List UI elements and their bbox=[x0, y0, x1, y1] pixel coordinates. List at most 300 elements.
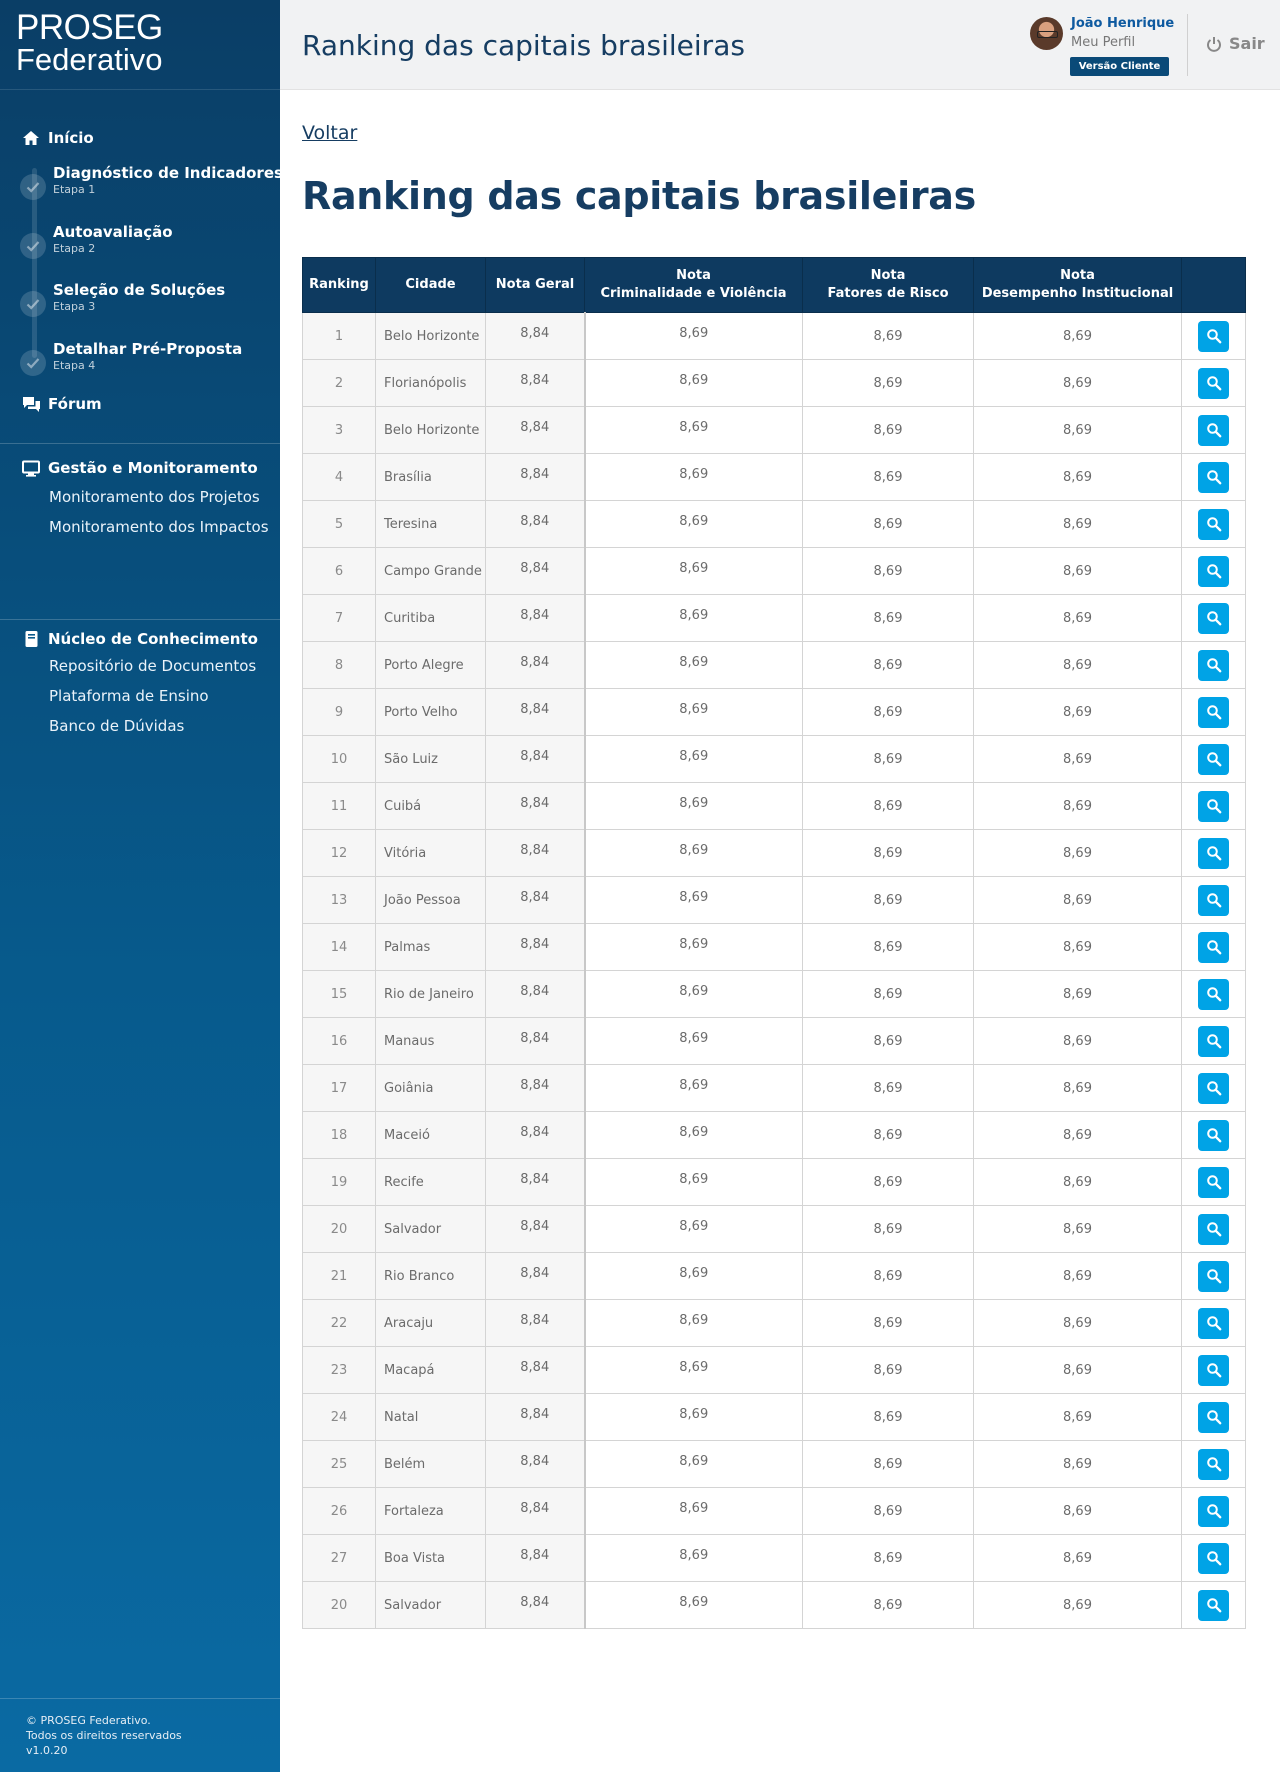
cell-action bbox=[1182, 783, 1246, 830]
avatar[interactable] bbox=[1030, 17, 1063, 50]
table-row bbox=[303, 736, 1246, 783]
cell-action bbox=[1182, 1018, 1246, 1065]
sidebar-divider bbox=[0, 619, 280, 620]
cell-nota-desempenho: 8,69 bbox=[974, 1253, 1182, 1300]
profile-link[interactable]: Meu Perfil bbox=[1071, 35, 1136, 50]
sidebar-item-nucleo[interactable] bbox=[20, 629, 258, 649]
cell-ranking: 19 bbox=[303, 1159, 376, 1206]
cell-action bbox=[1182, 877, 1246, 924]
col-header-desempenho[interactable]: Nota Desempenho Institucional bbox=[974, 258, 1182, 313]
cell-nota-geral: 8,84 bbox=[486, 1441, 585, 1488]
cell-nota-desempenho: 8,69 bbox=[974, 1065, 1182, 1112]
search-icon bbox=[1206, 1362, 1222, 1378]
cell-action bbox=[1182, 1159, 1246, 1206]
table-row bbox=[303, 1253, 1246, 1300]
cell-nota-geral: 8,84 bbox=[486, 360, 585, 407]
cell-nota-desempenho: 8,69 bbox=[974, 830, 1182, 877]
cell-action bbox=[1182, 1347, 1246, 1394]
view-details-button[interactable] bbox=[1198, 932, 1229, 963]
cell-nota-geral: 8,84 bbox=[486, 1394, 585, 1441]
view-details-button[interactable] bbox=[1198, 1214, 1229, 1245]
user-name[interactable]: João Henrique bbox=[1071, 16, 1175, 31]
step-subtitle: Etapa 3 bbox=[53, 300, 96, 313]
cell-nota-fatores-risco: 8,69 bbox=[803, 1206, 974, 1253]
col-header-actions bbox=[1182, 258, 1246, 313]
cell-cidade: Vitória bbox=[376, 830, 486, 877]
table-row bbox=[303, 313, 1246, 360]
view-details-button[interactable] bbox=[1198, 1120, 1229, 1151]
view-details-button[interactable] bbox=[1198, 462, 1229, 493]
step-subtitle: Etapa 2 bbox=[53, 242, 96, 255]
cell-action bbox=[1182, 1394, 1246, 1441]
cell-nota-fatores-risco: 8,69 bbox=[803, 971, 974, 1018]
cell-nota-criminalidade: 8,69 bbox=[585, 1394, 803, 1441]
table-row bbox=[303, 1159, 1246, 1206]
sidebar-step-1[interactable] bbox=[20, 164, 283, 200]
table-row bbox=[303, 971, 1246, 1018]
cell-nota-fatores-risco: 8,69 bbox=[803, 1535, 974, 1582]
view-details-button[interactable] bbox=[1198, 1543, 1229, 1574]
sidebar-step-2[interactable] bbox=[20, 223, 270, 259]
cell-action bbox=[1182, 1253, 1246, 1300]
logout-label: Sair bbox=[1229, 34, 1265, 53]
sidebar-item-label: Núcleo de Conhecimento bbox=[48, 630, 258, 648]
search-icon bbox=[1206, 657, 1222, 673]
cell-ranking: 24 bbox=[303, 1394, 376, 1441]
cell-nota-criminalidade: 8,69 bbox=[585, 830, 803, 877]
cell-nota-desempenho: 8,69 bbox=[974, 1535, 1182, 1582]
step-title: Seleção de Soluções bbox=[53, 281, 226, 299]
cell-nota-criminalidade: 8,69 bbox=[585, 877, 803, 924]
cell-action bbox=[1182, 454, 1246, 501]
top-header bbox=[280, 0, 1280, 90]
cell-nota-desempenho: 8,69 bbox=[974, 1347, 1182, 1394]
cell-nota-desempenho: 8,69 bbox=[974, 454, 1182, 501]
cell-ranking: 3 bbox=[303, 407, 376, 454]
view-details-button[interactable] bbox=[1198, 1073, 1229, 1104]
search-icon bbox=[1206, 1080, 1222, 1096]
cell-nota-geral: 8,84 bbox=[486, 407, 585, 454]
cell-nota-fatores-risco: 8,69 bbox=[803, 1488, 974, 1535]
cell-nota-criminalidade: 8,69 bbox=[585, 1582, 803, 1629]
footer-version: v1.0.20 bbox=[26, 1744, 68, 1757]
table-header-row bbox=[303, 258, 1246, 313]
table-row bbox=[303, 924, 1246, 971]
cell-ranking: 21 bbox=[303, 1253, 376, 1300]
cell-nota-geral: 8,84 bbox=[486, 1018, 585, 1065]
search-icon bbox=[1206, 939, 1222, 955]
cell-ranking: 7 bbox=[303, 595, 376, 642]
cell-cidade: Boa Vista bbox=[376, 1535, 486, 1582]
sidebar-link-monitoramento-impactos[interactable]: Monitoramento dos Impactos bbox=[49, 518, 269, 536]
cell-cidade: Porto Alegre bbox=[376, 642, 486, 689]
version-badge: Versão Cliente bbox=[1070, 57, 1169, 76]
table-row bbox=[303, 360, 1246, 407]
view-details-button[interactable] bbox=[1198, 1402, 1229, 1433]
search-icon bbox=[1206, 563, 1222, 579]
search-icon bbox=[1206, 328, 1222, 344]
table-row bbox=[303, 1206, 1246, 1253]
view-details-button[interactable] bbox=[1198, 509, 1229, 540]
cell-cidade: Belo Horizonte bbox=[376, 313, 486, 360]
cell-ranking: 2 bbox=[303, 360, 376, 407]
search-icon bbox=[1206, 1174, 1222, 1190]
sidebar-item-label: Fórum bbox=[48, 395, 102, 413]
cell-nota-geral: 8,84 bbox=[486, 548, 585, 595]
cell-action bbox=[1182, 407, 1246, 454]
cell-nota-criminalidade: 8,69 bbox=[585, 971, 803, 1018]
search-icon bbox=[1206, 751, 1222, 767]
cell-ranking: 11 bbox=[303, 783, 376, 830]
table-row bbox=[303, 877, 1246, 924]
col-header-nota-geral[interactable]: Nota Geral bbox=[486, 258, 585, 313]
cell-ranking: 18 bbox=[303, 1112, 376, 1159]
cell-nota-geral: 8,84 bbox=[486, 454, 585, 501]
cell-action bbox=[1182, 1535, 1246, 1582]
cell-ranking: 4 bbox=[303, 454, 376, 501]
cell-nota-fatores-risco: 8,69 bbox=[803, 501, 974, 548]
cell-nota-criminalidade: 8,69 bbox=[585, 1159, 803, 1206]
cell-cidade: Palmas bbox=[376, 924, 486, 971]
view-details-button[interactable] bbox=[1198, 744, 1229, 775]
search-icon bbox=[1206, 1456, 1222, 1472]
cell-nota-criminalidade: 8,69 bbox=[585, 1488, 803, 1535]
cell-nota-fatores-risco: 8,69 bbox=[803, 642, 974, 689]
cell-nota-geral: 8,84 bbox=[486, 971, 585, 1018]
cell-ranking: 6 bbox=[303, 548, 376, 595]
cell-cidade: Curitiba bbox=[376, 595, 486, 642]
cell-nota-criminalidade: 8,69 bbox=[585, 313, 803, 360]
col-header-cidade[interactable]: Cidade bbox=[376, 258, 486, 313]
cell-cidade: Fortaleza bbox=[376, 1488, 486, 1535]
cell-nota-fatores-risco: 8,69 bbox=[803, 1159, 974, 1206]
cell-nota-fatores-risco: 8,69 bbox=[803, 360, 974, 407]
table-row bbox=[303, 689, 1246, 736]
cell-nota-fatores-risco: 8,69 bbox=[803, 1582, 974, 1629]
search-icon bbox=[1206, 1597, 1222, 1613]
view-details-button[interactable] bbox=[1198, 1355, 1229, 1386]
table-row bbox=[303, 1112, 1246, 1159]
cell-nota-geral: 8,84 bbox=[486, 689, 585, 736]
cell-ranking: 9 bbox=[303, 689, 376, 736]
cell-action bbox=[1182, 1582, 1246, 1629]
cell-nota-geral: 8,84 bbox=[486, 783, 585, 830]
cell-nota-fatores-risco: 8,69 bbox=[803, 1300, 974, 1347]
cell-nota-desempenho: 8,69 bbox=[974, 1488, 1182, 1535]
cell-nota-desempenho: 8,69 bbox=[974, 783, 1182, 830]
sidebar-item-inicio[interactable] bbox=[20, 128, 94, 148]
cell-nota-desempenho: 8,69 bbox=[974, 1159, 1182, 1206]
table-row bbox=[303, 595, 1246, 642]
sidebar-step-3[interactable] bbox=[20, 281, 270, 317]
logo-line1: PROSEG bbox=[16, 8, 163, 47]
cell-nota-geral: 8,84 bbox=[486, 1206, 585, 1253]
sidebar-step-4[interactable] bbox=[20, 340, 270, 376]
cell-nota-fatores-risco: 8,69 bbox=[803, 736, 974, 783]
cell-ranking: 26 bbox=[303, 1488, 376, 1535]
sidebar-link-plataforma-ensino[interactable]: Plataforma de Ensino bbox=[49, 687, 209, 705]
cell-nota-desempenho: 8,69 bbox=[974, 1018, 1182, 1065]
view-details-button[interactable] bbox=[1198, 979, 1229, 1010]
table-row bbox=[303, 454, 1246, 501]
step-subtitle: Etapa 1 bbox=[53, 183, 96, 196]
back-link[interactable]: Voltar bbox=[302, 122, 358, 144]
cell-nota-criminalidade: 8,69 bbox=[585, 1347, 803, 1394]
view-details-button[interactable] bbox=[1198, 415, 1229, 446]
search-icon bbox=[1206, 1503, 1222, 1519]
cell-ranking: 5 bbox=[303, 501, 376, 548]
search-icon bbox=[1206, 610, 1222, 626]
cell-action bbox=[1182, 924, 1246, 971]
search-icon bbox=[1206, 1221, 1222, 1237]
cell-nota-fatores-risco: 8,69 bbox=[803, 454, 974, 501]
view-details-button[interactable] bbox=[1198, 368, 1229, 399]
footer-copyright: © PROSEG Federativo. bbox=[26, 1714, 151, 1727]
view-details-button[interactable] bbox=[1198, 603, 1229, 634]
step-title: Diagnóstico de Indicadores bbox=[53, 164, 283, 182]
sidebar-link-repositorio[interactable]: Repositório de Documentos bbox=[49, 657, 257, 675]
sidebar-item-label: Início bbox=[48, 129, 94, 147]
step-subtitle: Etapa 4 bbox=[53, 359, 96, 372]
cell-nota-fatores-risco: 8,69 bbox=[803, 924, 974, 971]
sidebar-item-label: Gestão e Monitoramento bbox=[48, 459, 258, 477]
cell-nota-desempenho: 8,69 bbox=[974, 736, 1182, 783]
cell-nota-fatores-risco: 8,69 bbox=[803, 877, 974, 924]
cell-nota-criminalidade: 8,69 bbox=[585, 1065, 803, 1112]
cell-nota-desempenho: 8,69 bbox=[974, 689, 1182, 736]
cell-nota-fatores-risco: 8,69 bbox=[803, 1065, 974, 1112]
ranking-table bbox=[302, 257, 1246, 1629]
view-details-button[interactable] bbox=[1198, 791, 1229, 822]
table-row bbox=[303, 1347, 1246, 1394]
cell-nota-desempenho: 8,69 bbox=[974, 971, 1182, 1018]
sidebar-item-forum[interactable] bbox=[20, 394, 102, 414]
monitor-icon bbox=[20, 458, 42, 478]
cell-nota-desempenho: 8,69 bbox=[974, 1206, 1182, 1253]
view-details-button[interactable] bbox=[1198, 1261, 1229, 1292]
cell-nota-criminalidade: 8,69 bbox=[585, 1253, 803, 1300]
table-row bbox=[303, 1441, 1246, 1488]
cell-cidade: Macapá bbox=[376, 1347, 486, 1394]
cell-nota-geral: 8,84 bbox=[486, 1065, 585, 1112]
cell-cidade: Salvador bbox=[376, 1206, 486, 1253]
cell-nota-fatores-risco: 8,69 bbox=[803, 407, 974, 454]
col-header-ranking[interactable]: Ranking bbox=[303, 258, 376, 313]
col-header-criminalidade[interactable]: Nota Criminalidade e Violência bbox=[585, 258, 803, 313]
cell-nota-geral: 8,84 bbox=[486, 501, 585, 548]
cell-cidade: Aracaju bbox=[376, 1300, 486, 1347]
check-icon bbox=[20, 233, 46, 259]
search-icon bbox=[1206, 1127, 1222, 1143]
cell-nota-criminalidade: 8,69 bbox=[585, 1018, 803, 1065]
table-row bbox=[303, 407, 1246, 454]
step-title: Detalhar Pré-Proposta bbox=[53, 340, 243, 358]
cell-action bbox=[1182, 595, 1246, 642]
cell-nota-fatores-risco: 8,69 bbox=[803, 1018, 974, 1065]
view-details-button[interactable] bbox=[1198, 1026, 1229, 1057]
cell-cidade: Porto Velho bbox=[376, 689, 486, 736]
cell-nota-criminalidade: 8,69 bbox=[585, 736, 803, 783]
cell-nota-fatores-risco: 8,69 bbox=[803, 595, 974, 642]
sidebar-link-banco-duvidas[interactable]: Banco de Dúvidas bbox=[49, 717, 185, 735]
cell-nota-criminalidade: 8,69 bbox=[585, 1206, 803, 1253]
cell-nota-criminalidade: 8,69 bbox=[585, 548, 803, 595]
cell-nota-desempenho: 8,69 bbox=[974, 1394, 1182, 1441]
power-icon bbox=[1206, 36, 1222, 52]
cell-nota-criminalidade: 8,69 bbox=[585, 1300, 803, 1347]
sidebar-item-gestao[interactable] bbox=[20, 458, 258, 478]
cell-nota-geral: 8,84 bbox=[486, 595, 585, 642]
cell-nota-desempenho: 8,69 bbox=[974, 360, 1182, 407]
home-icon bbox=[20, 128, 42, 148]
cell-cidade: Natal bbox=[376, 1394, 486, 1441]
cell-action bbox=[1182, 360, 1246, 407]
cell-action bbox=[1182, 313, 1246, 360]
cell-nota-fatores-risco: 8,69 bbox=[803, 313, 974, 360]
cell-nota-desempenho: 8,69 bbox=[974, 1112, 1182, 1159]
view-details-button[interactable] bbox=[1198, 1167, 1229, 1198]
view-details-button[interactable] bbox=[1198, 885, 1229, 916]
page-title: Ranking das capitais brasileiras bbox=[302, 174, 976, 218]
cell-cidade: Teresina bbox=[376, 501, 486, 548]
cell-nota-criminalidade: 8,69 bbox=[585, 924, 803, 971]
check-icon bbox=[20, 174, 46, 200]
sidebar-divider bbox=[0, 443, 280, 444]
view-details-button[interactable] bbox=[1198, 1308, 1229, 1339]
cell-nota-criminalidade: 8,69 bbox=[585, 1112, 803, 1159]
col-header-fatores-risco[interactable]: Nota Fatores de Risco bbox=[803, 258, 974, 313]
view-details-button[interactable] bbox=[1198, 556, 1229, 587]
cell-nota-geral: 8,84 bbox=[486, 1159, 585, 1206]
search-icon bbox=[1206, 845, 1222, 861]
logo-line2: Federativo bbox=[16, 42, 163, 77]
view-details-button[interactable] bbox=[1198, 650, 1229, 681]
view-details-button[interactable] bbox=[1198, 838, 1229, 869]
cell-nota-geral: 8,84 bbox=[486, 1347, 585, 1394]
cell-ranking: 14 bbox=[303, 924, 376, 971]
book-icon bbox=[20, 629, 42, 649]
cell-nota-desempenho: 8,69 bbox=[974, 407, 1182, 454]
cell-nota-criminalidade: 8,69 bbox=[585, 407, 803, 454]
cell-ranking: 22 bbox=[303, 1300, 376, 1347]
search-icon bbox=[1206, 798, 1222, 814]
cell-nota-desempenho: 8,69 bbox=[974, 1300, 1182, 1347]
table-row bbox=[303, 783, 1246, 830]
table-row bbox=[303, 1535, 1246, 1582]
cell-nota-geral: 8,84 bbox=[486, 1253, 585, 1300]
header-divider bbox=[1187, 14, 1188, 76]
view-details-button[interactable] bbox=[1198, 1449, 1229, 1480]
logout-button[interactable] bbox=[1206, 34, 1265, 53]
cell-nota-fatores-risco: 8,69 bbox=[803, 1347, 974, 1394]
cell-nota-fatores-risco: 8,69 bbox=[803, 548, 974, 595]
cell-cidade: Rio de Janeiro bbox=[376, 971, 486, 1018]
cell-ranking: 12 bbox=[303, 830, 376, 877]
cell-action bbox=[1182, 1488, 1246, 1535]
cell-nota-geral: 8,84 bbox=[486, 736, 585, 783]
cell-nota-geral: 8,84 bbox=[486, 1112, 585, 1159]
cell-action bbox=[1182, 548, 1246, 595]
cell-action bbox=[1182, 1112, 1246, 1159]
cell-cidade: São Luiz bbox=[376, 736, 486, 783]
cell-nota-fatores-risco: 8,69 bbox=[803, 1253, 974, 1300]
cell-nota-criminalidade: 8,69 bbox=[585, 595, 803, 642]
check-icon bbox=[20, 291, 46, 317]
cell-action bbox=[1182, 830, 1246, 877]
cell-ranking: 13 bbox=[303, 877, 376, 924]
cell-cidade: Manaus bbox=[376, 1018, 486, 1065]
cell-nota-geral: 8,84 bbox=[486, 924, 585, 971]
check-icon bbox=[20, 350, 46, 376]
cell-ranking: 16 bbox=[303, 1018, 376, 1065]
cell-ranking: 25 bbox=[303, 1441, 376, 1488]
cell-cidade: Cuibá bbox=[376, 783, 486, 830]
cell-ranking: 23 bbox=[303, 1347, 376, 1394]
cell-cidade: João Pessoa bbox=[376, 877, 486, 924]
cell-nota-criminalidade: 8,69 bbox=[585, 689, 803, 736]
sidebar-link-monitoramento-projetos[interactable]: Monitoramento dos Projetos bbox=[49, 488, 260, 506]
cell-nota-criminalidade: 8,69 bbox=[585, 1535, 803, 1582]
view-details-button[interactable] bbox=[1198, 1590, 1229, 1621]
search-icon bbox=[1206, 1550, 1222, 1566]
cell-ranking: 8 bbox=[303, 642, 376, 689]
header-title: Ranking das capitais brasileiras bbox=[302, 29, 745, 62]
cell-nota-geral: 8,84 bbox=[486, 1300, 585, 1347]
cell-nota-geral: 8,84 bbox=[486, 1582, 585, 1629]
table-row bbox=[303, 642, 1246, 689]
cell-action bbox=[1182, 1300, 1246, 1347]
table-row bbox=[303, 1582, 1246, 1629]
view-details-button[interactable] bbox=[1198, 1496, 1229, 1527]
cell-action bbox=[1182, 1206, 1246, 1253]
cell-nota-geral: 8,84 bbox=[486, 313, 585, 360]
cell-nota-geral: 8,84 bbox=[486, 1488, 585, 1535]
sidebar-footer bbox=[0, 1698, 280, 1758]
cell-ranking: 20 bbox=[303, 1582, 376, 1629]
cell-cidade: Maceió bbox=[376, 1112, 486, 1159]
forum-icon bbox=[20, 394, 42, 414]
cell-action bbox=[1182, 736, 1246, 783]
logo[interactable] bbox=[0, 0, 280, 90]
search-icon bbox=[1206, 469, 1222, 485]
search-icon bbox=[1206, 1409, 1222, 1425]
search-icon bbox=[1206, 1315, 1222, 1331]
view-details-button[interactable] bbox=[1198, 697, 1229, 728]
cell-nota-desempenho: 8,69 bbox=[974, 1441, 1182, 1488]
cell-nota-geral: 8,84 bbox=[486, 642, 585, 689]
cell-cidade: Belo Horizonte bbox=[376, 407, 486, 454]
search-icon bbox=[1206, 704, 1222, 720]
table-row bbox=[303, 1065, 1246, 1112]
cell-cidade: Goiânia bbox=[376, 1065, 486, 1112]
table-row bbox=[303, 1394, 1246, 1441]
footer-rights: Todos os direitos reservados bbox=[26, 1729, 182, 1742]
cell-ranking: 20 bbox=[303, 1206, 376, 1253]
cell-nota-desempenho: 8,69 bbox=[974, 501, 1182, 548]
cell-ranking: 15 bbox=[303, 971, 376, 1018]
cell-nota-fatores-risco: 8,69 bbox=[803, 1394, 974, 1441]
cell-nota-criminalidade: 8,69 bbox=[585, 360, 803, 407]
search-icon bbox=[1206, 892, 1222, 908]
cell-action bbox=[1182, 1065, 1246, 1112]
cell-ranking: 1 bbox=[303, 313, 376, 360]
view-details-button[interactable] bbox=[1198, 321, 1229, 352]
cell-nota-geral: 8,84 bbox=[486, 830, 585, 877]
table-row bbox=[303, 1300, 1246, 1347]
search-icon bbox=[1206, 375, 1222, 391]
cell-nota-desempenho: 8,69 bbox=[974, 877, 1182, 924]
cell-action bbox=[1182, 501, 1246, 548]
